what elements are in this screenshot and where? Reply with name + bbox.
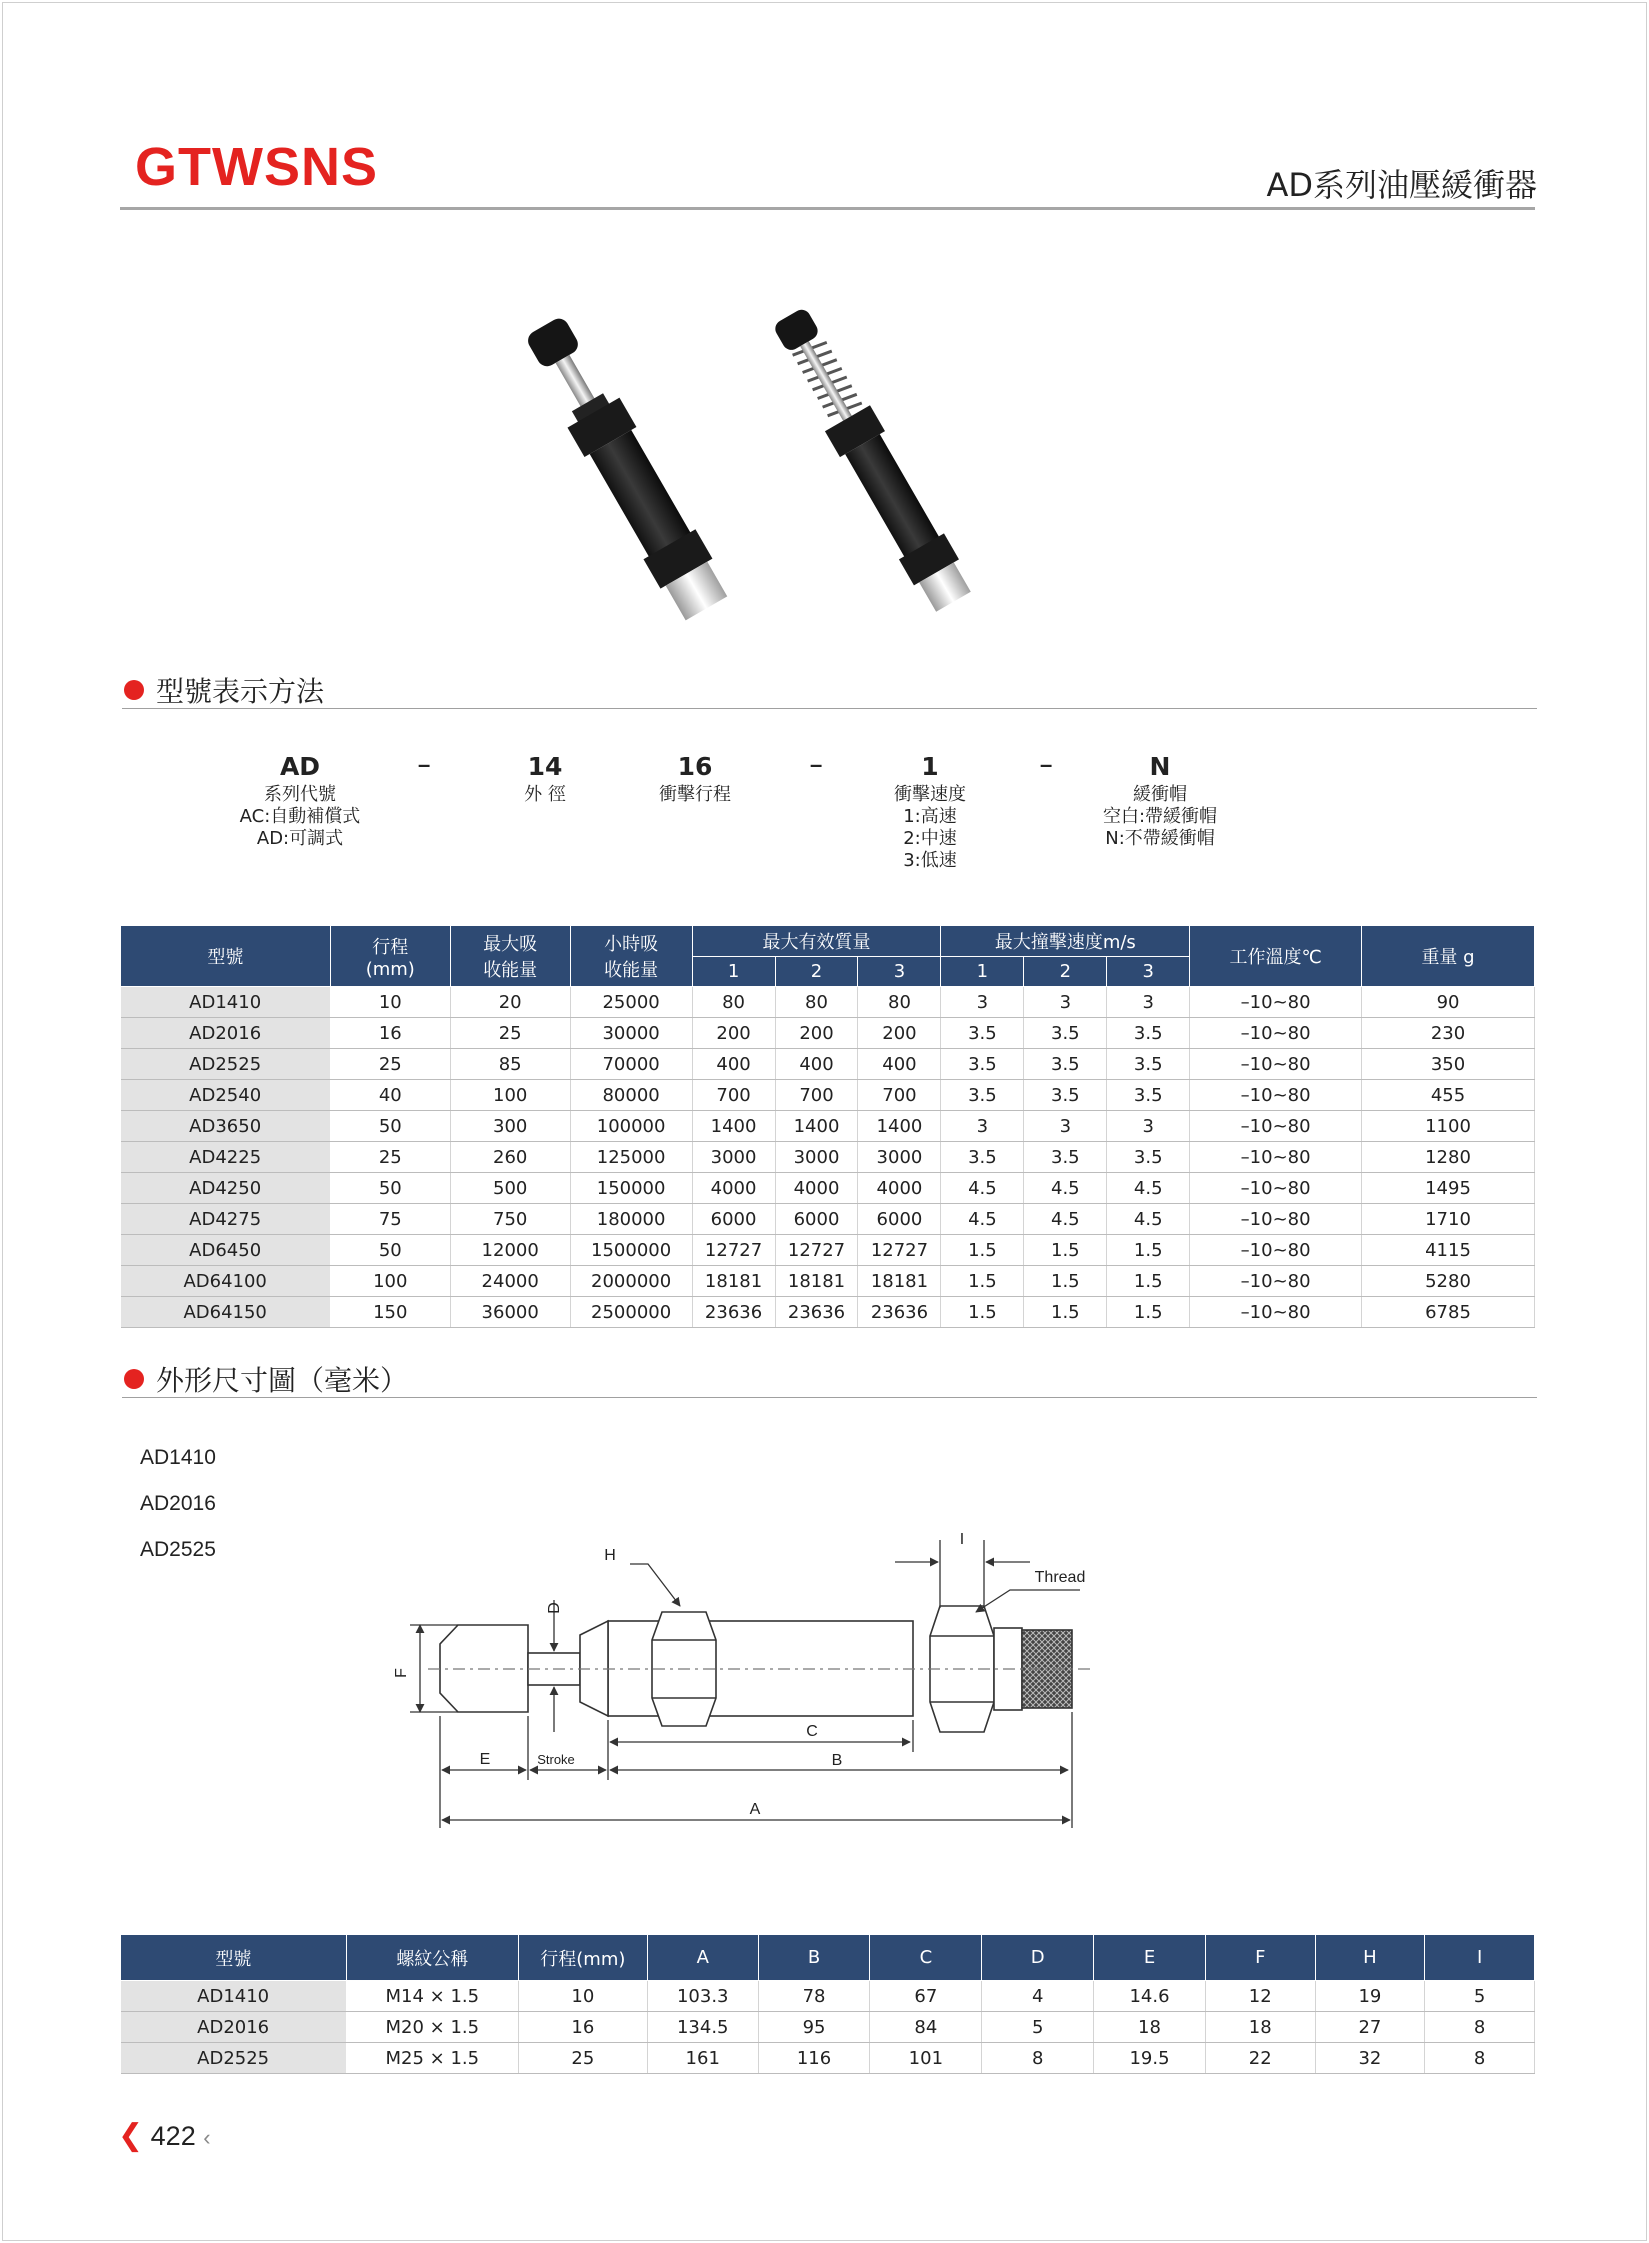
th-weight: 重量 g bbox=[1362, 926, 1535, 987]
table-header-cell: H bbox=[1315, 1935, 1425, 1981]
code-dash: – bbox=[1040, 752, 1053, 777]
table-cell: 200 bbox=[775, 1018, 858, 1049]
table-cell: 200 bbox=[692, 1018, 775, 1049]
table-cell: 20 bbox=[450, 987, 570, 1018]
label-a: A bbox=[749, 1801, 761, 1818]
table-cell: 12727 bbox=[775, 1235, 858, 1266]
table-cell: 3.5 bbox=[1107, 1080, 1190, 1111]
table-cell: 10 bbox=[518, 1981, 647, 2012]
table-row bbox=[121, 1142, 1535, 1173]
table-cell: 25000 bbox=[570, 987, 692, 1018]
table-cell: 4.5 bbox=[1024, 1204, 1107, 1235]
table-cell: 3.5 bbox=[941, 1049, 1024, 1080]
table-cell: 1.5 bbox=[1024, 1297, 1107, 1328]
table-cell: 3 bbox=[1107, 1111, 1190, 1142]
model-cell: AD4225 bbox=[121, 1142, 331, 1173]
code-part-diameter bbox=[500, 750, 590, 806]
table-cell: 3.5 bbox=[1024, 1142, 1107, 1173]
table-cell: –10~80 bbox=[1190, 1049, 1362, 1080]
table-header-cell: C bbox=[870, 1935, 982, 1981]
table-cell: 3.5 bbox=[1024, 1049, 1107, 1080]
table-cell: 3.5 bbox=[941, 1142, 1024, 1173]
table-cell: 3.5 bbox=[1024, 1080, 1107, 1111]
th-stroke: 行程 (mm) bbox=[330, 926, 450, 987]
table-cell: 12000 bbox=[450, 1235, 570, 1266]
th-max-absorb: 最大吸 收能量 bbox=[450, 926, 570, 987]
page-number-value: 422 bbox=[150, 2121, 196, 2151]
table-cell: 50 bbox=[330, 1235, 450, 1266]
label-h: H bbox=[604, 1547, 616, 1564]
table-cell: 100000 bbox=[570, 1111, 692, 1142]
table-cell: 23636 bbox=[692, 1297, 775, 1328]
page-title: AD系列油壓緩衝器 bbox=[1266, 166, 1537, 204]
table-cell: 3000 bbox=[858, 1142, 941, 1173]
table-cell: –10~80 bbox=[1190, 1266, 1362, 1297]
table-cell: 3000 bbox=[692, 1142, 775, 1173]
table-cell: 40 bbox=[330, 1080, 450, 1111]
table-row bbox=[121, 2043, 1535, 2074]
table-cell: 4000 bbox=[858, 1173, 941, 1204]
section-heading-dimensions bbox=[122, 1357, 1537, 1398]
shock-absorber-left-icon bbox=[517, 311, 732, 623]
table-cell: 25 bbox=[330, 1142, 450, 1173]
table-cell: M25 × 1.5 bbox=[346, 2043, 518, 2074]
table-cell: 90 bbox=[1362, 987, 1535, 1018]
code-value: 14 bbox=[527, 752, 563, 781]
table-cell: –10~80 bbox=[1190, 1080, 1362, 1111]
code-part-series bbox=[220, 750, 380, 850]
table-cell: 18181 bbox=[775, 1266, 858, 1297]
table-cell: 700 bbox=[775, 1080, 858, 1111]
model-cell: AD1410 bbox=[121, 1981, 347, 2012]
table-cell: 95 bbox=[758, 2012, 870, 2043]
page-number bbox=[118, 2118, 211, 2153]
label-i: I bbox=[959, 1531, 965, 1548]
table-cell: 8 bbox=[982, 2043, 1094, 2074]
label-stroke: Stroke bbox=[537, 1752, 575, 1767]
table-cell: –10~80 bbox=[1190, 1235, 1362, 1266]
table-cell: 3 bbox=[941, 987, 1024, 1018]
table-cell: 1400 bbox=[858, 1111, 941, 1142]
table-cell: 19 bbox=[1315, 1981, 1425, 2012]
table-row bbox=[121, 2012, 1535, 2043]
table-cell: 25 bbox=[330, 1049, 450, 1080]
table-cell: 14.6 bbox=[1094, 1981, 1206, 2012]
model-label: AD1410 bbox=[140, 1446, 216, 1469]
th-sub: 2 bbox=[775, 957, 858, 987]
code-note: N:不帶緩衝帽 bbox=[1105, 828, 1215, 849]
table-cell: –10~80 bbox=[1190, 1204, 1362, 1235]
table-cell: 3.5 bbox=[941, 1018, 1024, 1049]
table-cell: 3 bbox=[941, 1111, 1024, 1142]
table-cell: 134.5 bbox=[647, 2012, 758, 2043]
model-cell: AD4250 bbox=[121, 1173, 331, 1204]
table-cell: 80 bbox=[692, 987, 775, 1018]
table-cell: 5 bbox=[982, 2012, 1094, 2043]
spec-table-body bbox=[121, 987, 1535, 1328]
table-row bbox=[121, 1018, 1535, 1049]
table-cell: 260 bbox=[450, 1142, 570, 1173]
table-cell: 85 bbox=[450, 1049, 570, 1080]
table-cell: 1.5 bbox=[1107, 1266, 1190, 1297]
code-name: 系列代號 bbox=[264, 784, 336, 805]
model-cell: AD2525 bbox=[121, 2043, 347, 2074]
table-cell: 1.5 bbox=[1107, 1297, 1190, 1328]
table-cell: 3.5 bbox=[941, 1080, 1024, 1111]
table-row bbox=[121, 1981, 1535, 2012]
table-cell: 5280 bbox=[1362, 1266, 1535, 1297]
table-cell: 30000 bbox=[570, 1018, 692, 1049]
table-cell: 3.5 bbox=[1107, 1018, 1190, 1049]
bullet-dot-icon bbox=[124, 680, 144, 700]
table-cell: –10~80 bbox=[1190, 1018, 1362, 1049]
table-cell: –10~80 bbox=[1190, 1297, 1362, 1328]
table-cell: 18181 bbox=[858, 1266, 941, 1297]
table-cell: 50 bbox=[330, 1173, 450, 1204]
table-cell: M20 × 1.5 bbox=[346, 2012, 518, 2043]
table-row bbox=[121, 1080, 1535, 1111]
table-row bbox=[121, 1266, 1535, 1297]
th-hour-absorb: 小時吸 收能量 bbox=[570, 926, 692, 987]
table-cell: 22 bbox=[1205, 2043, 1315, 2074]
table-cell: 6000 bbox=[858, 1204, 941, 1235]
table-row bbox=[121, 1204, 1535, 1235]
table-cell: 78 bbox=[758, 1981, 870, 2012]
dimension-table bbox=[120, 1934, 1535, 2074]
spec-table bbox=[120, 925, 1535, 1328]
table-cell: 101 bbox=[870, 2043, 982, 2074]
table-cell: 25 bbox=[518, 2043, 647, 2074]
table-cell: 19.5 bbox=[1094, 2043, 1206, 2074]
table-cell: 8 bbox=[1425, 2043, 1535, 2074]
code-note: 空白:帶緩衝帽 bbox=[1102, 806, 1218, 827]
bullet-dot-icon bbox=[124, 1369, 144, 1389]
table-cell: 67 bbox=[870, 1981, 982, 2012]
table-cell: 4 bbox=[982, 1981, 1094, 2012]
table-cell: 2500000 bbox=[570, 1297, 692, 1328]
code-value: 16 bbox=[677, 752, 713, 781]
header-divider bbox=[120, 207, 1535, 210]
table-cell: 300 bbox=[450, 1111, 570, 1142]
table-header-cell: 行程(mm) bbox=[518, 1935, 647, 1981]
table-cell: 350 bbox=[1362, 1049, 1535, 1080]
table-cell: 32 bbox=[1315, 2043, 1425, 2074]
table-cell: 400 bbox=[692, 1049, 775, 1080]
section-title: 型號表示方法 bbox=[156, 675, 325, 708]
table-cell: 25 bbox=[450, 1018, 570, 1049]
table-row bbox=[121, 1111, 1535, 1142]
table-cell: 80 bbox=[775, 987, 858, 1018]
table-cell: 3 bbox=[1024, 1111, 1107, 1142]
table-header-cell: B bbox=[758, 1935, 870, 1981]
table-cell: 1.5 bbox=[941, 1235, 1024, 1266]
table-cell: 36000 bbox=[450, 1297, 570, 1328]
table-cell: 4000 bbox=[775, 1173, 858, 1204]
table-cell: 180000 bbox=[570, 1204, 692, 1235]
code-part-speed bbox=[875, 750, 985, 872]
table-cell: 1280 bbox=[1362, 1142, 1535, 1173]
chevron-left-small-icon: ‹ bbox=[203, 2125, 211, 2150]
dimension-model-list bbox=[140, 1435, 216, 1573]
table-cell: 16 bbox=[330, 1018, 450, 1049]
table-cell: 500 bbox=[450, 1173, 570, 1204]
table-cell: 161 bbox=[647, 2043, 758, 2074]
shock-absorber-right-icon bbox=[766, 303, 976, 615]
chevron-left-icon: ❮ bbox=[118, 2119, 144, 2152]
table-cell: 3.5 bbox=[1107, 1049, 1190, 1080]
table-cell: 80000 bbox=[570, 1080, 692, 1111]
table-cell: 100 bbox=[450, 1080, 570, 1111]
table-cell: 116 bbox=[758, 2043, 870, 2074]
th-sub: 3 bbox=[858, 957, 941, 987]
table-header-cell: 型號 bbox=[121, 1935, 347, 1981]
th-sub: 1 bbox=[941, 957, 1024, 987]
model-cell: AD2016 bbox=[121, 2012, 347, 2043]
table-cell: 27 bbox=[1315, 2012, 1425, 2043]
table-row bbox=[121, 1297, 1535, 1328]
table-cell: 100 bbox=[330, 1266, 450, 1297]
table-cell: 125000 bbox=[570, 1142, 692, 1173]
product-photo bbox=[480, 300, 1160, 650]
section-title: 外形尺寸圖（毫米） bbox=[156, 1364, 409, 1397]
model-cell: AD1410 bbox=[121, 987, 331, 1018]
dim-table-body bbox=[121, 1981, 1535, 2074]
code-value: AD bbox=[279, 752, 321, 781]
table-cell: 1.5 bbox=[1024, 1266, 1107, 1297]
table-cell: 4115 bbox=[1362, 1235, 1535, 1266]
table-header-cell: F bbox=[1205, 1935, 1315, 1981]
table-cell: 3000 bbox=[775, 1142, 858, 1173]
code-dash: – bbox=[418, 752, 431, 777]
model-cell: AD2540 bbox=[121, 1080, 331, 1111]
th-impact-speed: 最大撞擊速度m/s bbox=[941, 926, 1190, 957]
model-label: AD2525 bbox=[140, 1538, 216, 1561]
table-cell: 1495 bbox=[1362, 1173, 1535, 1204]
table-cell: 8 bbox=[1425, 2012, 1535, 2043]
table-cell: 455 bbox=[1362, 1080, 1535, 1111]
label-f: F bbox=[393, 1668, 410, 1678]
table-cell: 10 bbox=[330, 987, 450, 1018]
table-header-cell: A bbox=[647, 1935, 758, 1981]
table-cell: –10~80 bbox=[1190, 1142, 1362, 1173]
table-cell: 1400 bbox=[692, 1111, 775, 1142]
table-row bbox=[121, 1235, 1535, 1266]
table-cell: 3.5 bbox=[1024, 1018, 1107, 1049]
table-cell: 18 bbox=[1094, 2012, 1206, 2043]
table-cell: 12727 bbox=[858, 1235, 941, 1266]
table-cell: 150000 bbox=[570, 1173, 692, 1204]
section-heading-model-code bbox=[122, 668, 1537, 709]
table-cell: 4.5 bbox=[1107, 1173, 1190, 1204]
model-label: AD2016 bbox=[140, 1492, 216, 1515]
table-cell: 1.5 bbox=[941, 1266, 1024, 1297]
code-note: 1:高速 bbox=[903, 806, 957, 827]
model-cell: AD2016 bbox=[121, 1018, 331, 1049]
dimension-drawing bbox=[370, 1480, 1150, 1840]
table-cell: 6000 bbox=[692, 1204, 775, 1235]
table-cell: 3 bbox=[1024, 987, 1107, 1018]
table-cell: 84 bbox=[870, 2012, 982, 2043]
table-cell: 6785 bbox=[1362, 1297, 1535, 1328]
table-cell: –10~80 bbox=[1190, 1111, 1362, 1142]
table-cell: 4000 bbox=[692, 1173, 775, 1204]
table-cell: 18181 bbox=[692, 1266, 775, 1297]
label-b: B bbox=[831, 1752, 843, 1769]
th-model: 型號 bbox=[121, 926, 331, 987]
th-temp: 工作溫度℃ bbox=[1190, 926, 1362, 987]
code-name: 衝擊行程 bbox=[659, 784, 731, 805]
table-row bbox=[121, 987, 1535, 1018]
code-value: 1 bbox=[921, 752, 939, 781]
table-cell: 700 bbox=[692, 1080, 775, 1111]
table-row bbox=[121, 1173, 1535, 1204]
table-cell: 400 bbox=[858, 1049, 941, 1080]
table-header-cell: I bbox=[1425, 1935, 1535, 1981]
table-cell: 230 bbox=[1362, 1018, 1535, 1049]
code-part-stroke bbox=[645, 750, 745, 806]
table-cell: 1400 bbox=[775, 1111, 858, 1142]
table-cell: 2000000 bbox=[570, 1266, 692, 1297]
table-cell: 200 bbox=[858, 1018, 941, 1049]
model-cell: AD3650 bbox=[121, 1111, 331, 1142]
dim-table-header bbox=[121, 1935, 1535, 1981]
table-cell: 1.5 bbox=[941, 1297, 1024, 1328]
model-cell: AD4275 bbox=[121, 1204, 331, 1235]
table-cell: 4.5 bbox=[1107, 1204, 1190, 1235]
table-cell: 12 bbox=[1205, 1981, 1315, 2012]
table-cell: 24000 bbox=[450, 1266, 570, 1297]
model-cell: AD6450 bbox=[121, 1235, 331, 1266]
code-name: 外 徑 bbox=[524, 784, 566, 805]
code-dash: – bbox=[810, 752, 823, 777]
table-cell: 12727 bbox=[692, 1235, 775, 1266]
th-sub: 3 bbox=[1107, 957, 1190, 987]
table-cell: 18 bbox=[1205, 2012, 1315, 2043]
table-cell: 750 bbox=[450, 1204, 570, 1235]
code-note: AD:可調式 bbox=[256, 828, 344, 849]
label-d: D bbox=[546, 1602, 563, 1614]
table-cell: 50 bbox=[330, 1111, 450, 1142]
th-eff-mass: 最大有效質量 bbox=[692, 926, 941, 957]
table-cell: 23636 bbox=[858, 1297, 941, 1328]
table-cell: 75 bbox=[330, 1204, 450, 1235]
label-thread: Thread bbox=[1034, 1569, 1086, 1586]
table-cell: 1500000 bbox=[570, 1235, 692, 1266]
code-name: 衝擊速度 bbox=[894, 784, 966, 805]
code-note: AC:自動補償式 bbox=[239, 806, 361, 827]
code-value: N bbox=[1149, 752, 1171, 781]
table-cell: 4.5 bbox=[1024, 1173, 1107, 1204]
th-sub: 1 bbox=[692, 957, 775, 987]
table-row bbox=[121, 1049, 1535, 1080]
model-cell: AD64100 bbox=[121, 1266, 331, 1297]
table-cell: 4.5 bbox=[941, 1204, 1024, 1235]
label-e: E bbox=[479, 1751, 491, 1768]
table-cell: 1100 bbox=[1362, 1111, 1535, 1142]
table-cell: 70000 bbox=[570, 1049, 692, 1080]
table-header-cell: E bbox=[1094, 1935, 1206, 1981]
label-c: C bbox=[806, 1723, 818, 1740]
table-cell: 1710 bbox=[1362, 1204, 1535, 1235]
table-cell: 1.5 bbox=[1024, 1235, 1107, 1266]
table-cell: 700 bbox=[858, 1080, 941, 1111]
table-cell: 3.5 bbox=[1107, 1142, 1190, 1173]
brand-logo: GTWSNS bbox=[135, 137, 378, 197]
table-cell: –10~80 bbox=[1190, 1173, 1362, 1204]
model-cell: AD64150 bbox=[121, 1297, 331, 1328]
table-cell: 400 bbox=[775, 1049, 858, 1080]
code-note: 3:低速 bbox=[903, 850, 957, 871]
table-cell: 16 bbox=[518, 2012, 647, 2043]
th-sub: 2 bbox=[1024, 957, 1107, 987]
table-cell: 80 bbox=[858, 987, 941, 1018]
table-cell: 150 bbox=[330, 1297, 450, 1328]
table-cell: 4.5 bbox=[941, 1173, 1024, 1204]
code-part-cap bbox=[1080, 750, 1240, 850]
table-cell: 6000 bbox=[775, 1204, 858, 1235]
table-cell: 23636 bbox=[775, 1297, 858, 1328]
code-name: 緩衝帽 bbox=[1133, 784, 1187, 805]
code-note: 2:中速 bbox=[903, 828, 957, 849]
model-cell: AD2525 bbox=[121, 1049, 331, 1080]
table-cell: 1.5 bbox=[1107, 1235, 1190, 1266]
table-header-cell: D bbox=[982, 1935, 1094, 1981]
table-cell: 5 bbox=[1425, 1981, 1535, 2012]
table-cell: 3 bbox=[1107, 987, 1190, 1018]
table-cell: M14 × 1.5 bbox=[346, 1981, 518, 2012]
table-cell: –10~80 bbox=[1190, 987, 1362, 1018]
table-cell: 103.3 bbox=[647, 1981, 758, 2012]
table-header-cell: 螺紋公稱 bbox=[346, 1935, 518, 1981]
